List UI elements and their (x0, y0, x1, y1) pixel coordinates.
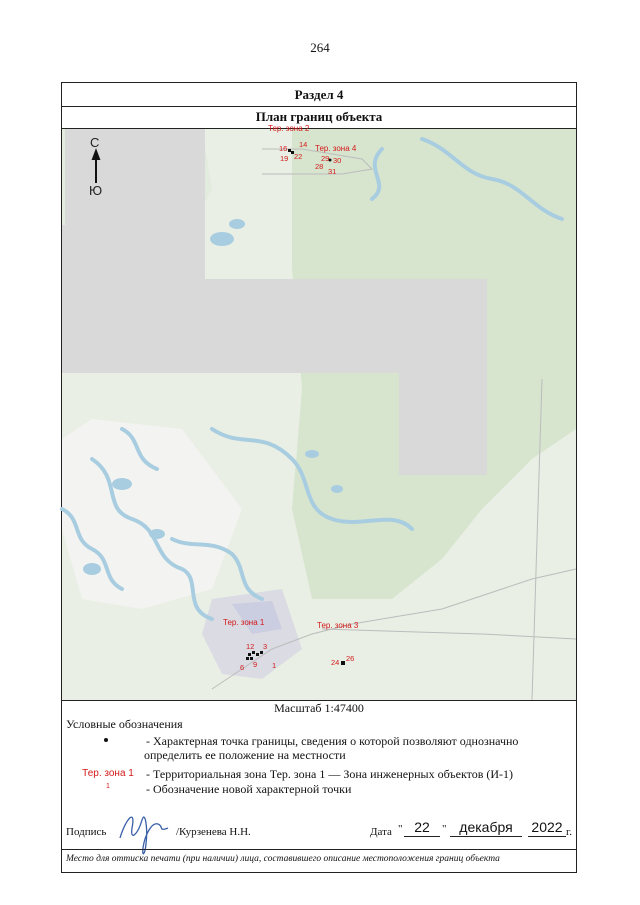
signature-label: Подпись (66, 826, 107, 838)
point-label: 30 (333, 156, 342, 165)
new-point-symbol: 1 (106, 783, 110, 790)
legend-item-new-point (62, 782, 576, 796)
legend-item-point (62, 734, 576, 764)
signer-name: /Курзенева Н.Н. (176, 826, 251, 838)
section-heading: Раздел 4 (62, 83, 576, 107)
point-label: 22 (294, 152, 303, 161)
point-label: 24 (331, 658, 340, 667)
quote-mark: " (442, 823, 447, 835)
point-label: 12 (246, 642, 255, 651)
legend-text: - Обозначение новой характерной точки (146, 782, 352, 796)
point-label: 14 (299, 140, 308, 149)
plan-title: План границ объекта (62, 106, 576, 129)
point-label: 28 (315, 162, 324, 171)
point-label: 19 (280, 154, 289, 163)
date-day: 22 (404, 819, 440, 837)
quote-mark: " (398, 823, 403, 835)
point-label: 29 (321, 154, 330, 163)
document-frame (61, 82, 577, 873)
zone-1-label: Тер. зона 1 (223, 618, 265, 627)
point-label: 6 (240, 663, 245, 672)
point-dot-icon (104, 738, 108, 742)
point-label: 31 (328, 167, 337, 176)
zone-3-label: Тер. зона 3 (317, 621, 359, 630)
compass-north-label: С (90, 135, 100, 150)
date-label: Дата (370, 826, 392, 838)
legend-title: Условные обозначения (66, 717, 183, 731)
boundary-map (62, 124, 576, 701)
point-label: 26 (346, 654, 355, 663)
point-label: 16 (279, 144, 288, 153)
legend-text: - Характерная точка границы, сведения о которой позволяют однозначно (146, 734, 519, 748)
map-background (62, 129, 576, 700)
point-label: 1 (272, 661, 277, 670)
map-scale: Масштаб 1:47400 (274, 701, 364, 715)
legend-item-zone (62, 767, 576, 781)
year-suffix: г. (566, 826, 573, 838)
stamp-divider (62, 849, 576, 850)
page-number: 264 (310, 40, 330, 55)
point-label: 3 (263, 642, 268, 651)
compass-south-label: Ю (89, 183, 103, 198)
legend-text: - Территориальная зона Тер. зона 1 — Зона инженерных объектов (И-1) (146, 767, 514, 781)
legend-text: определить ее положение на местности (144, 748, 346, 762)
date-month: декабря (450, 819, 522, 837)
stamp-note: Место для оттиска печати (при наличии) лица, составившего описание местоположения границ объекта (66, 854, 500, 864)
zone-2-label: Тер. зона 2 (268, 124, 310, 133)
zone-symbol: Тер. зона 1 (82, 768, 134, 779)
signature-scribble (112, 798, 176, 862)
zone-4-label: Тер. зона 4 (315, 144, 357, 153)
date-year: 2022 (528, 819, 566, 837)
point-label: 9 (253, 660, 258, 669)
